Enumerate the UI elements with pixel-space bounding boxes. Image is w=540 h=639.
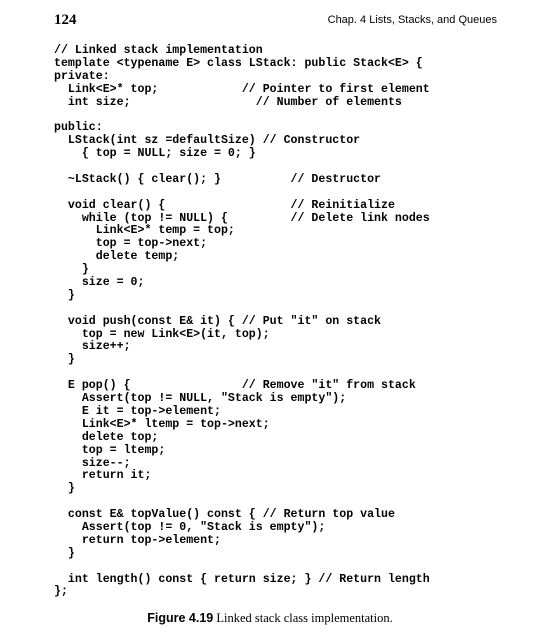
code-line	[54, 109, 430, 122]
code-line: Link<E>* ltemp = top->next;	[54, 417, 270, 431]
code-line: ~LStack() { clear(); } // Destructor	[54, 172, 381, 186]
code-line: top = top->next;	[54, 237, 208, 251]
code-line: delete temp;	[54, 250, 180, 264]
code-line: }	[54, 353, 75, 367]
code-line: }	[54, 546, 75, 560]
code-line: return it;	[54, 469, 152, 483]
code-line: LStack(int sz =defaultSize) // Constructor	[54, 134, 361, 148]
code-line: template <typename E> class LStack: public Stack<E> {	[54, 56, 423, 70]
code-line: }	[54, 263, 89, 277]
code-line: delete top;	[54, 430, 159, 444]
code-line: E pop() { // Remove "it" from stack	[54, 379, 416, 393]
figure-caption-text: Linked stack class implementation.	[216, 611, 393, 625]
code-line: top = ltemp;	[54, 443, 166, 457]
code-line: }	[54, 482, 75, 496]
code-line: void clear() { // Reinitialize	[54, 198, 395, 212]
code-line: size++;	[54, 340, 131, 354]
code-line	[54, 303, 430, 316]
code-line: size = 0;	[54, 276, 145, 290]
code-line	[54, 187, 430, 200]
figure-label: Figure 4.19	[147, 611, 214, 625]
page-header	[54, 12, 497, 32]
code-line: Link<E>* temp = top;	[54, 224, 235, 238]
page-number: 124	[54, 12, 77, 28]
code-line: int size; // Number of elements	[54, 95, 402, 109]
code-line: Link<E>* top; // Pointer to first element	[54, 82, 430, 96]
figure-caption	[0, 611, 540, 626]
code-listing	[54, 45, 430, 599]
code-line: };	[54, 585, 68, 599]
code-line: int length() const { return size; } // Return length	[54, 572, 430, 586]
running-head: Chap. 4 Lists, Stacks, and Queues	[327, 14, 497, 26]
code-line: const E& topValue() const { // Return top value	[54, 508, 395, 522]
code-line: private:	[54, 69, 110, 83]
code-line	[54, 561, 430, 574]
code-line: void push(const E& it) { // Put "it" on stack	[54, 314, 381, 328]
code-line: size--;	[54, 456, 131, 470]
code-line: }	[54, 288, 75, 302]
code-line: return top->element;	[54, 533, 221, 547]
code-line: public:	[54, 121, 103, 135]
code-line: E it = top->element;	[54, 404, 221, 418]
code-line: top = new Link<E>(it, top);	[54, 327, 270, 341]
code-line: Assert(top != 0, "Stack is empty");	[54, 520, 326, 534]
code-line: Assert(top != NULL, "Stack is empty");	[54, 392, 347, 406]
code-line: while (top != NULL) { // Delete link nodes	[54, 211, 430, 225]
code-line	[54, 161, 430, 174]
code-line: // Linked stack implementation	[54, 44, 263, 57]
code-line: { top = NULL; size = 0; }	[54, 147, 256, 161]
